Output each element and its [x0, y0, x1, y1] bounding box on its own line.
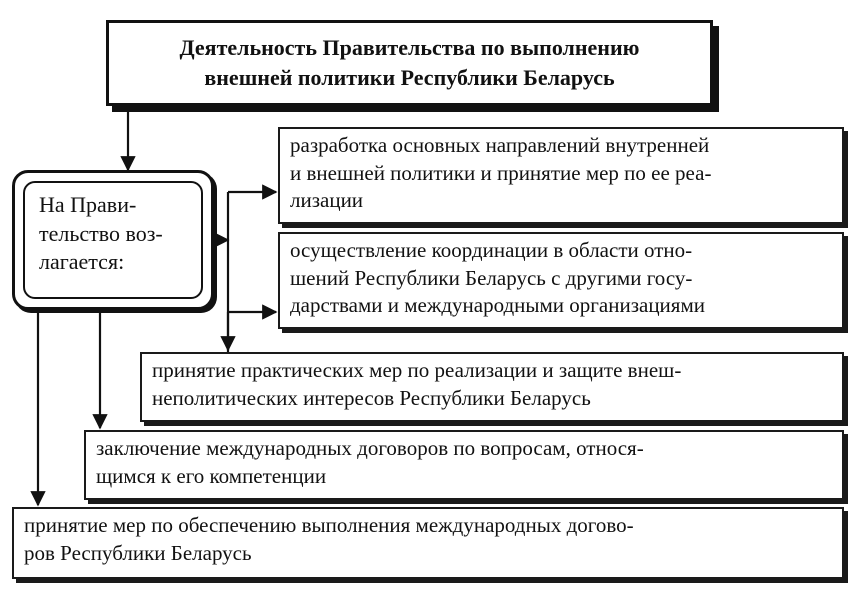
item2-line-1: осуществление координации в области отно- [290, 238, 693, 262]
responsibility-inner-frame [23, 181, 203, 299]
item1-line-2: и внешней политики и принятие мер по ее реа- [290, 160, 712, 185]
responsibility-line-2: тельство воз- [39, 220, 163, 246]
item5-line-2: ров Республики Беларусь [24, 540, 252, 565]
function-box-coordination [278, 232, 844, 329]
title-line-1: Деятельность Правительства по выполнению [179, 35, 640, 60]
item4-line-1: заключение международных договоров по вопросам, относя- [96, 436, 644, 460]
item2-line-2: шений Республики Беларусь с другими госу- [290, 265, 693, 290]
item3-line-2: неполитических интересов Республики Беларусь [152, 385, 591, 410]
item1-line-1: разработка основных направлений внутренней [290, 133, 710, 157]
responsibility-box [12, 170, 214, 310]
diagram-title-box [106, 20, 713, 106]
function-box-practical-measures [140, 352, 844, 422]
item5-line-1: принятие мер по обеспечению выполнения международных догово- [24, 513, 634, 537]
function-box-treaties [84, 430, 844, 500]
item1-line-3: лизации [290, 188, 364, 213]
item4-line-2: щимся к его компетенции [96, 463, 327, 488]
responsibility-line-3: лагается: [39, 249, 125, 275]
item3-line-1: принятие практических мер по реализации и защите внеш- [152, 358, 682, 382]
function-box-policy-development [278, 127, 844, 224]
function-box-treaty-compliance [12, 507, 844, 579]
title-line-2: внешней политики Республики Беларусь [204, 64, 615, 90]
item2-line-3: дарствами и международными организациями [290, 293, 705, 318]
responsibility-line-1: На Прави- [39, 192, 137, 217]
